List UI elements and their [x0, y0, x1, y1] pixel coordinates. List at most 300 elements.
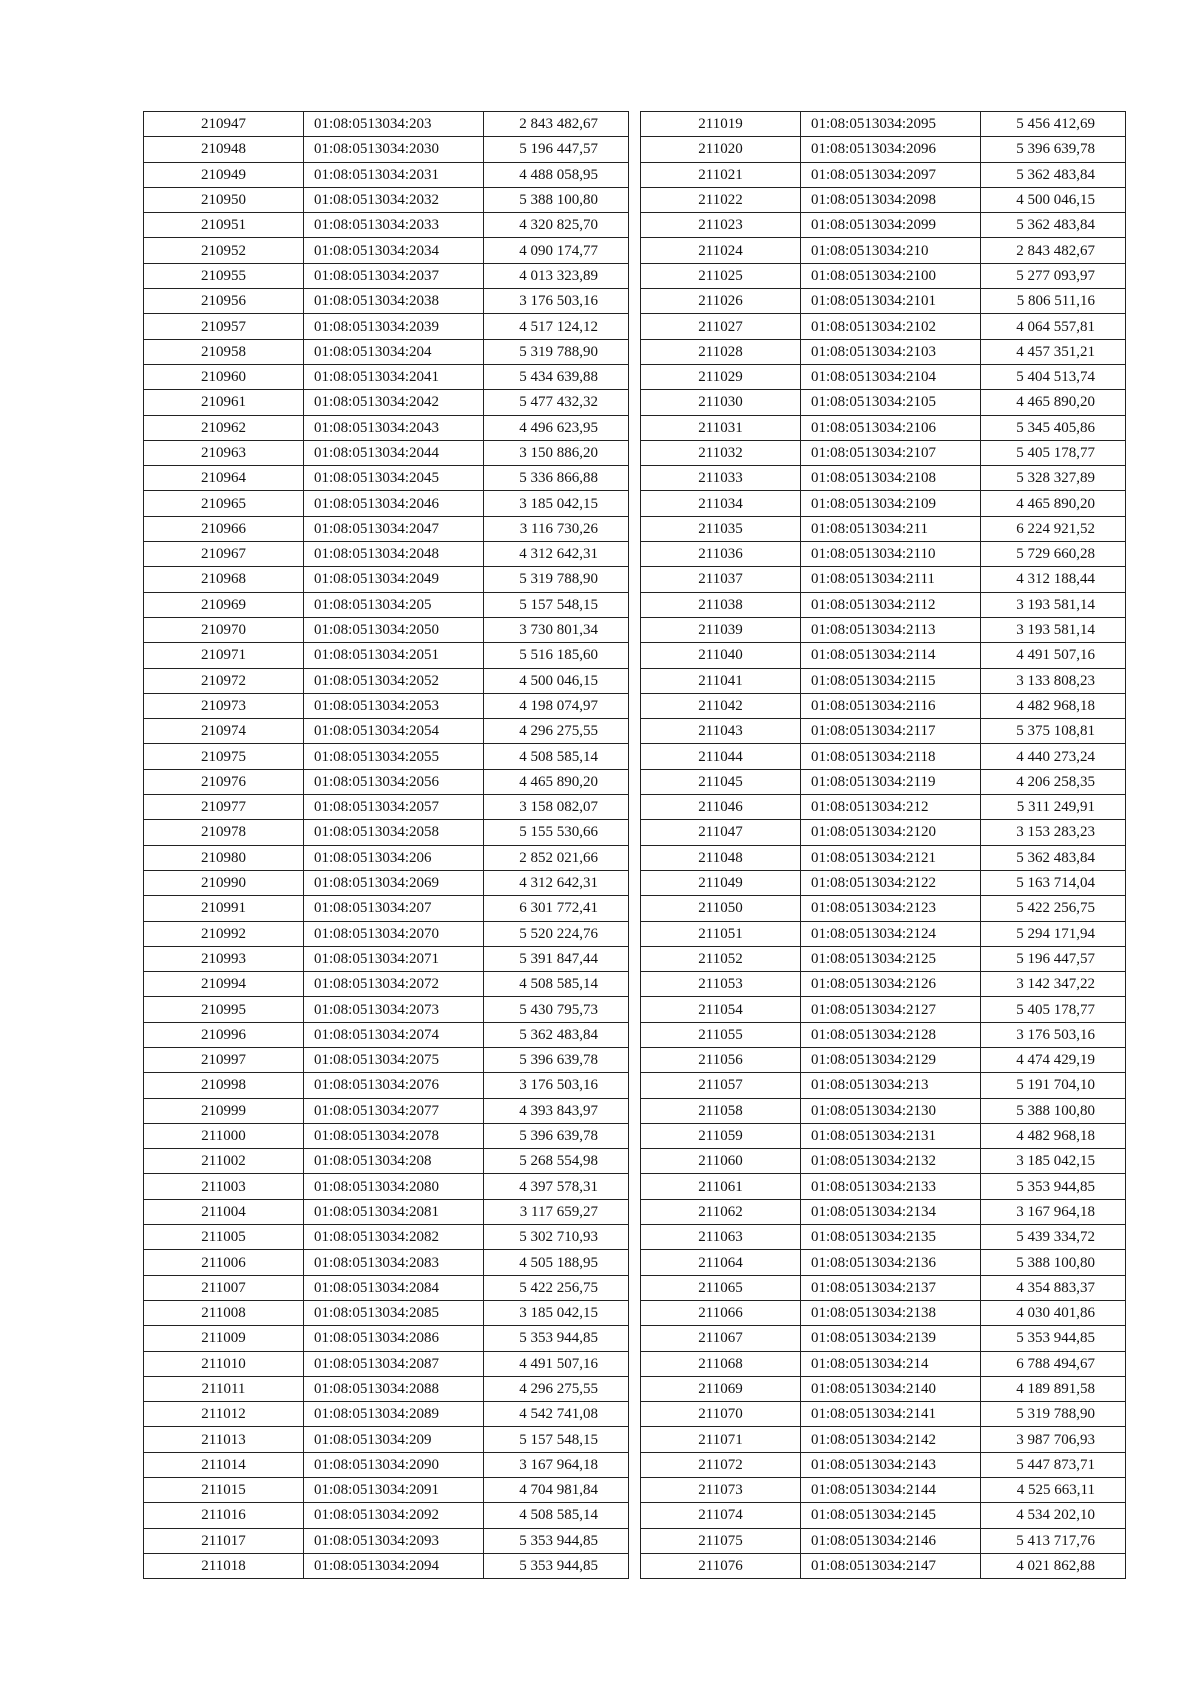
table-row: [144, 542, 629, 567]
value-cell: 5 353 944,85: [981, 1174, 1126, 1199]
cadastral-number-cell: 01:08:0513034:2069: [304, 870, 484, 895]
table-row: [641, 769, 1126, 794]
cadastral-number-cell: 01:08:0513034:2139: [801, 1326, 981, 1351]
value-cell: 5 163 714,04: [981, 870, 1126, 895]
value-cell: 4 704 981,84: [484, 1478, 629, 1503]
cadastral-number-cell: 01:08:0513034:2135: [801, 1225, 981, 1250]
value-cell: 4 312 642,31: [484, 870, 629, 895]
value-cell: 3 176 503,16: [484, 1073, 629, 1098]
cadastral-number-cell: 01:08:0513034:2034: [304, 238, 484, 263]
value-cell: 5 294 171,94: [981, 921, 1126, 946]
cadastral-number-cell: 01:08:0513034:2114: [801, 643, 981, 668]
table-row: [641, 1123, 1126, 1148]
cadastral-number-cell: 01:08:0513034:2078: [304, 1123, 484, 1148]
value-cell: 3 730 801,34: [484, 617, 629, 642]
value-cell: 3 176 503,16: [981, 1022, 1126, 1047]
table-row: [144, 972, 629, 997]
value-cell: 3 167 964,18: [981, 1199, 1126, 1224]
cadastral-number-cell: 01:08:0513034:2039: [304, 314, 484, 339]
value-cell: 3 185 042,15: [981, 1149, 1126, 1174]
row-number-cell: 211006: [144, 1250, 304, 1275]
cadastral-number-cell: 01:08:0513034:2077: [304, 1098, 484, 1123]
cadastral-number-cell: 01:08:0513034:2130: [801, 1098, 981, 1123]
table-row: [144, 693, 629, 718]
cadastral-number-cell: 01:08:0513034:2058: [304, 820, 484, 845]
table-row: [144, 1300, 629, 1325]
table-row: [144, 162, 629, 187]
cadastral-number-cell: 01:08:0513034:2110: [801, 542, 981, 567]
row-number-cell: 211011: [144, 1376, 304, 1401]
cadastral-number-cell: 01:08:0513034:203: [304, 112, 484, 137]
row-number-cell: 210947: [144, 112, 304, 137]
cadastral-number-cell: 01:08:0513034:2054: [304, 719, 484, 744]
value-cell: 4 312 188,44: [981, 567, 1126, 592]
cadastral-number-cell: 01:08:0513034:2085: [304, 1300, 484, 1325]
row-number-cell: 210949: [144, 162, 304, 187]
table-row: [144, 1022, 629, 1047]
cadastral-number-cell: 01:08:0513034:2126: [801, 972, 981, 997]
row-number-cell: 211021: [641, 162, 801, 187]
row-number-cell: 211064: [641, 1250, 801, 1275]
value-cell: 5 277 093,97: [981, 263, 1126, 288]
table-row: [641, 1022, 1126, 1047]
value-cell: 4 021 862,88: [981, 1553, 1126, 1578]
value-cell: 5 447 873,71: [981, 1452, 1126, 1477]
row-number-cell: 211054: [641, 997, 801, 1022]
value-cell: 5 362 483,84: [981, 162, 1126, 187]
row-number-cell: 210961: [144, 390, 304, 415]
cadastral-number-cell: 01:08:0513034:2143: [801, 1452, 981, 1477]
value-cell: 4 491 507,16: [484, 1351, 629, 1376]
table-row: [144, 1351, 629, 1376]
table-row: [641, 1528, 1126, 1553]
row-number-cell: 210999: [144, 1098, 304, 1123]
cadastral-number-cell: 01:08:0513034:2037: [304, 263, 484, 288]
table-row: [144, 1553, 629, 1578]
table-row: [641, 314, 1126, 339]
cadastral-number-cell: 01:08:0513034:2111: [801, 567, 981, 592]
row-number-cell: 211017: [144, 1528, 304, 1553]
value-cell: 5 477 432,32: [484, 390, 629, 415]
cadastral-number-cell: 01:08:0513034:208: [304, 1149, 484, 1174]
value-cell: 3 167 964,18: [484, 1452, 629, 1477]
value-cell: 5 196 447,57: [484, 137, 629, 162]
right-table: [640, 111, 1126, 1579]
table-row: [144, 187, 629, 212]
table-row: [641, 1073, 1126, 1098]
row-number-cell: 210955: [144, 263, 304, 288]
cadastral-number-cell: 01:08:0513034:2091: [304, 1478, 484, 1503]
value-cell: 4 491 507,16: [981, 643, 1126, 668]
table-row: [144, 1478, 629, 1503]
table-row: [641, 567, 1126, 592]
value-cell: 3 117 659,27: [484, 1199, 629, 1224]
row-number-cell: 211042: [641, 693, 801, 718]
table-row: [641, 1250, 1126, 1275]
table-row: [641, 162, 1126, 187]
table-row: [144, 1149, 629, 1174]
row-number-cell: 210967: [144, 542, 304, 567]
row-number-cell: 210996: [144, 1022, 304, 1047]
cadastral-number-cell: 01:08:0513034:2088: [304, 1376, 484, 1401]
value-cell: 5 191 704,10: [981, 1073, 1126, 1098]
value-cell: 2 843 482,67: [484, 112, 629, 137]
row-number-cell: 210969: [144, 592, 304, 617]
value-cell: 4 496 623,95: [484, 415, 629, 440]
cadastral-number-cell: 01:08:0513034:2053: [304, 693, 484, 718]
table-row: [144, 1225, 629, 1250]
value-cell: 4 482 968,18: [981, 1123, 1126, 1148]
table-row: [144, 617, 629, 642]
row-number-cell: 211044: [641, 744, 801, 769]
value-cell: 4 206 258,35: [981, 769, 1126, 794]
value-cell: 3 987 706,93: [981, 1427, 1126, 1452]
row-number-cell: 211023: [641, 213, 801, 238]
value-cell: 5 353 944,85: [484, 1553, 629, 1578]
value-cell: 5 396 639,78: [484, 1123, 629, 1148]
value-cell: 5 456 412,69: [981, 112, 1126, 137]
value-cell: 4 508 585,14: [484, 744, 629, 769]
cadastral-number-cell: 01:08:0513034:2108: [801, 466, 981, 491]
cadastral-number-cell: 01:08:0513034:2133: [801, 1174, 981, 1199]
value-cell: 5 353 944,85: [484, 1326, 629, 1351]
table-row: [641, 1047, 1126, 1072]
row-number-cell: 211043: [641, 719, 801, 744]
cadastral-number-cell: 01:08:0513034:2086: [304, 1326, 484, 1351]
value-cell: 5 319 788,90: [484, 339, 629, 364]
row-number-cell: 210957: [144, 314, 304, 339]
cadastral-number-cell: 01:08:0513034:2123: [801, 896, 981, 921]
value-cell: 5 362 483,84: [981, 845, 1126, 870]
table-row: [144, 769, 629, 794]
cadastral-number-cell: 01:08:0513034:2050: [304, 617, 484, 642]
row-number-cell: 211015: [144, 1478, 304, 1503]
row-number-cell: 211071: [641, 1427, 801, 1452]
table-row: [641, 1452, 1126, 1477]
row-number-cell: 211066: [641, 1300, 801, 1325]
cadastral-number-cell: 01:08:0513034:2072: [304, 972, 484, 997]
table-row: [641, 339, 1126, 364]
cadastral-number-cell: 01:08:0513034:2104: [801, 364, 981, 389]
cadastral-number-cell: 01:08:0513034:2140: [801, 1376, 981, 1401]
cadastral-number-cell: 01:08:0513034:2073: [304, 997, 484, 1022]
row-number-cell: 211072: [641, 1452, 801, 1477]
table-row: [144, 946, 629, 971]
row-number-cell: 210994: [144, 972, 304, 997]
table-row: [144, 137, 629, 162]
cadastral-number-cell: 01:08:0513034:2116: [801, 693, 981, 718]
row-number-cell: 211035: [641, 516, 801, 541]
cadastral-number-cell: 01:08:0513034:2094: [304, 1553, 484, 1578]
table-row: [144, 845, 629, 870]
cadastral-number-cell: 01:08:0513034:2096: [801, 137, 981, 162]
cadastral-number-cell: 01:08:0513034:2074: [304, 1022, 484, 1047]
row-number-cell: 211055: [641, 1022, 801, 1047]
row-number-cell: 211059: [641, 1123, 801, 1148]
cadastral-number-cell: 01:08:0513034:2107: [801, 440, 981, 465]
table-row: [641, 263, 1126, 288]
table-row: [144, 997, 629, 1022]
value-cell: 5 375 108,81: [981, 719, 1126, 744]
value-cell: 3 142 347,22: [981, 972, 1126, 997]
row-number-cell: 211030: [641, 390, 801, 415]
row-number-cell: 211037: [641, 567, 801, 592]
row-number-cell: 211013: [144, 1427, 304, 1452]
value-cell: 5 388 100,80: [981, 1250, 1126, 1275]
row-number-cell: 210963: [144, 440, 304, 465]
row-number-cell: 211005: [144, 1225, 304, 1250]
row-number-cell: 210964: [144, 466, 304, 491]
row-number-cell: 211040: [641, 643, 801, 668]
table-row: [144, 516, 629, 541]
cadastral-number-cell: 01:08:0513034:2098: [801, 187, 981, 212]
table-row: [144, 1402, 629, 1427]
row-number-cell: 211038: [641, 592, 801, 617]
value-cell: 5 439 334,72: [981, 1225, 1126, 1250]
table-row: [641, 213, 1126, 238]
cadastral-number-cell: 01:08:0513034:2109: [801, 491, 981, 516]
cadastral-number-cell: 01:08:0513034:2129: [801, 1047, 981, 1072]
table-row: [641, 187, 1126, 212]
cadastral-number-cell: 01:08:0513034:2117: [801, 719, 981, 744]
value-cell: 5 319 788,90: [484, 567, 629, 592]
value-cell: 4 500 046,15: [484, 668, 629, 693]
table-row: [641, 491, 1126, 516]
value-cell: 5 422 256,75: [981, 896, 1126, 921]
row-number-cell: 211067: [641, 1326, 801, 1351]
cadastral-number-cell: 01:08:0513034:2093: [304, 1528, 484, 1553]
row-number-cell: 211052: [641, 946, 801, 971]
row-number-cell: 211039: [641, 617, 801, 642]
row-number-cell: 211069: [641, 1376, 801, 1401]
value-cell: 4 397 578,31: [484, 1174, 629, 1199]
value-cell: 4 542 741,08: [484, 1402, 629, 1427]
row-number-cell: 211004: [144, 1199, 304, 1224]
cadastral-number-cell: 01:08:0513034:2102: [801, 314, 981, 339]
table-row: [641, 1174, 1126, 1199]
cadastral-number-cell: 01:08:0513034:209: [304, 1427, 484, 1452]
value-cell: 5 396 639,78: [484, 1047, 629, 1072]
left-table: [143, 111, 629, 1579]
row-number-cell: 211026: [641, 289, 801, 314]
value-cell: 3 185 042,15: [484, 1300, 629, 1325]
table-row: [641, 921, 1126, 946]
row-number-cell: 210971: [144, 643, 304, 668]
row-number-cell: 211010: [144, 1351, 304, 1376]
cadastral-number-cell: 01:08:0513034:2047: [304, 516, 484, 541]
table-row: [144, 1376, 629, 1401]
table-row: [641, 1478, 1126, 1503]
value-cell: 4 393 843,97: [484, 1098, 629, 1123]
row-number-cell: 211076: [641, 1553, 801, 1578]
row-number-cell: 211047: [641, 820, 801, 845]
cadastral-number-cell: 01:08:0513034:212: [801, 795, 981, 820]
table-row: [144, 1503, 629, 1528]
value-cell: 4 517 124,12: [484, 314, 629, 339]
value-cell: 4 440 273,24: [981, 744, 1126, 769]
table-row: [641, 1275, 1126, 1300]
cadastral-number-cell: 01:08:0513034:2045: [304, 466, 484, 491]
row-number-cell: 211033: [641, 466, 801, 491]
cadastral-number-cell: 01:08:0513034:2041: [304, 364, 484, 389]
table-row: [641, 390, 1126, 415]
row-number-cell: 210960: [144, 364, 304, 389]
table-row: [144, 314, 629, 339]
value-cell: 3 193 581,14: [981, 592, 1126, 617]
cadastral-number-cell: 01:08:0513034:2134: [801, 1199, 981, 1224]
row-number-cell: 211020: [641, 137, 801, 162]
row-number-cell: 211012: [144, 1402, 304, 1427]
table-row: [144, 364, 629, 389]
value-cell: 5 345 405,86: [981, 415, 1126, 440]
row-number-cell: 210974: [144, 719, 304, 744]
row-number-cell: 210965: [144, 491, 304, 516]
table-row: [144, 415, 629, 440]
value-cell: 2 843 482,67: [981, 238, 1126, 263]
cadastral-number-cell: 01:08:0513034:2097: [801, 162, 981, 187]
table-row: [641, 972, 1126, 997]
table-row: [144, 263, 629, 288]
value-cell: 5 434 639,88: [484, 364, 629, 389]
row-number-cell: 210998: [144, 1073, 304, 1098]
table-row: [641, 1503, 1126, 1528]
cadastral-number-cell: 01:08:0513034:2030: [304, 137, 484, 162]
row-number-cell: 211002: [144, 1149, 304, 1174]
row-number-cell: 210958: [144, 339, 304, 364]
value-cell: 5 362 483,84: [484, 1022, 629, 1047]
cadastral-number-cell: 01:08:0513034:2055: [304, 744, 484, 769]
row-number-cell: 211025: [641, 263, 801, 288]
row-number-cell: 211063: [641, 1225, 801, 1250]
row-number-cell: 211051: [641, 921, 801, 946]
value-cell: 4 457 351,21: [981, 339, 1126, 364]
row-number-cell: 211058: [641, 1098, 801, 1123]
row-number-cell: 210951: [144, 213, 304, 238]
cadastral-number-cell: 01:08:0513034:2043: [304, 415, 484, 440]
table-row: [144, 1199, 629, 1224]
cadastral-number-cell: 01:08:0513034:2056: [304, 769, 484, 794]
cadastral-number-cell: 01:08:0513034:2118: [801, 744, 981, 769]
cadastral-number-cell: 01:08:0513034:205: [304, 592, 484, 617]
row-number-cell: 211075: [641, 1528, 801, 1553]
value-cell: 6 788 494,67: [981, 1351, 1126, 1376]
table-row: [641, 415, 1126, 440]
value-cell: 5 155 530,66: [484, 820, 629, 845]
cadastral-number-cell: 01:08:0513034:2124: [801, 921, 981, 946]
value-cell: 4 508 585,14: [484, 972, 629, 997]
table-row: [641, 542, 1126, 567]
value-cell: 3 133 808,23: [981, 668, 1126, 693]
row-number-cell: 211028: [641, 339, 801, 364]
value-cell: 5 388 100,80: [484, 187, 629, 212]
row-number-cell: 210992: [144, 921, 304, 946]
value-cell: 5 311 249,91: [981, 795, 1126, 820]
table-row: [641, 896, 1126, 921]
value-cell: 3 116 730,26: [484, 516, 629, 541]
value-cell: 5 405 178,77: [981, 997, 1126, 1022]
value-cell: 5 196 447,57: [981, 946, 1126, 971]
table-row: [641, 795, 1126, 820]
cadastral-number-cell: 01:08:0513034:2120: [801, 820, 981, 845]
cadastral-number-cell: 01:08:0513034:2076: [304, 1073, 484, 1098]
row-number-cell: 210997: [144, 1047, 304, 1072]
cadastral-number-cell: 01:08:0513034:2131: [801, 1123, 981, 1148]
value-cell: 5 319 788,90: [981, 1402, 1126, 1427]
value-cell: 4 296 275,55: [484, 719, 629, 744]
table-row: [641, 238, 1126, 263]
table-row: [641, 1199, 1126, 1224]
cadastral-number-cell: 01:08:0513034:2100: [801, 263, 981, 288]
table-row: [144, 1073, 629, 1098]
table-row: [641, 1326, 1126, 1351]
value-cell: 3 185 042,15: [484, 491, 629, 516]
table-row: [641, 643, 1126, 668]
table-row: [144, 744, 629, 769]
left-table-body: [144, 112, 629, 1579]
table-row: [641, 1553, 1126, 1578]
table-row: [144, 668, 629, 693]
table-row: [144, 592, 629, 617]
row-number-cell: 211074: [641, 1503, 801, 1528]
row-number-cell: 210962: [144, 415, 304, 440]
table-row: [144, 795, 629, 820]
value-cell: 5 388 100,80: [981, 1098, 1126, 1123]
row-number-cell: 211070: [641, 1402, 801, 1427]
table-row: [641, 440, 1126, 465]
cadastral-number-cell: 01:08:0513034:2038: [304, 289, 484, 314]
cadastral-number-cell: 01:08:0513034:2042: [304, 390, 484, 415]
cadastral-number-cell: 01:08:0513034:2089: [304, 1402, 484, 1427]
cadastral-number-cell: 01:08:0513034:2115: [801, 668, 981, 693]
value-cell: 4 474 429,19: [981, 1047, 1126, 1072]
value-cell: 5 157 548,15: [484, 1427, 629, 1452]
cadastral-number-cell: 01:08:0513034:2145: [801, 1503, 981, 1528]
row-number-cell: 210948: [144, 137, 304, 162]
cadastral-number-cell: 01:08:0513034:207: [304, 896, 484, 921]
value-cell: 5 413 717,76: [981, 1528, 1126, 1553]
cadastral-number-cell: 01:08:0513034:2103: [801, 339, 981, 364]
value-cell: 4 064 557,81: [981, 314, 1126, 339]
row-number-cell: 211008: [144, 1300, 304, 1325]
value-cell: 4 320 825,70: [484, 213, 629, 238]
table-row: [144, 1123, 629, 1148]
row-number-cell: 210975: [144, 744, 304, 769]
row-number-cell: 211041: [641, 668, 801, 693]
cadastral-number-cell: 01:08:0513034:2083: [304, 1250, 484, 1275]
table-row: [641, 946, 1126, 971]
cadastral-number-cell: 01:08:0513034:213: [801, 1073, 981, 1098]
cadastral-number-cell: 01:08:0513034:2119: [801, 769, 981, 794]
value-cell: 3 150 886,20: [484, 440, 629, 465]
table-row: [144, 643, 629, 668]
cadastral-number-cell: 01:08:0513034:2090: [304, 1452, 484, 1477]
value-cell: 5 396 639,78: [981, 137, 1126, 162]
row-number-cell: 211057: [641, 1073, 801, 1098]
row-number-cell: 210976: [144, 769, 304, 794]
value-cell: 4 525 663,11: [981, 1478, 1126, 1503]
row-number-cell: 210977: [144, 795, 304, 820]
row-number-cell: 210952: [144, 238, 304, 263]
table-row: [144, 1528, 629, 1553]
value-cell: 5 516 185,60: [484, 643, 629, 668]
table-row: [641, 1098, 1126, 1123]
value-cell: 5 405 178,77: [981, 440, 1126, 465]
row-number-cell: 211048: [641, 845, 801, 870]
value-cell: 3 153 283,23: [981, 820, 1126, 845]
table-row: [144, 567, 629, 592]
value-cell: 5 353 944,85: [484, 1528, 629, 1553]
cadastral-number-cell: 01:08:0513034:2106: [801, 415, 981, 440]
